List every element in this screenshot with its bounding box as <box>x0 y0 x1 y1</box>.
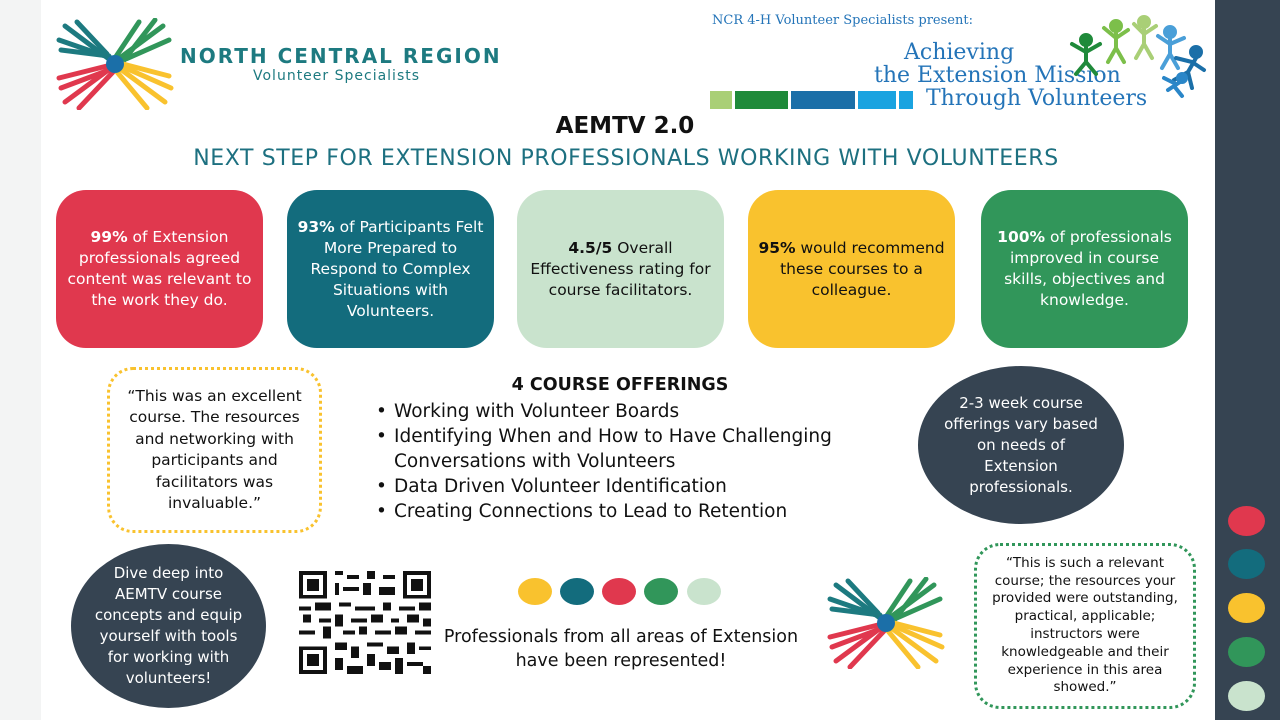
stat-card-relevance <box>56 190 263 348</box>
dot-red <box>602 578 636 605</box>
stat-card-recommend <box>748 190 955 348</box>
list-item: • Data Driven Volunteer Identification <box>376 474 876 499</box>
page-subtitle: NEXT STEP FOR EXTENSION PROFESSIONALS WORKING WITH VOLUNTEERS <box>193 146 1059 171</box>
course-offerings-heading: 4 COURSE OFFERINGS <box>511 375 729 395</box>
org-title: NORTH CENTRAL REGION <box>180 44 502 68</box>
list-item: • Creating Connections to Lead to Retention <box>376 499 876 524</box>
org-subtitle: Volunteer Specialists <box>253 68 421 84</box>
testimonial-quote-1: “This was an excellent course. The resources and networking with participants and facilitators was invaluable.” <box>107 367 322 533</box>
header-bar-4 <box>858 91 896 109</box>
represented-text: Professionals from all areas of Extension have been represented! <box>443 627 799 671</box>
header-bar-5 <box>899 91 913 109</box>
testimonial-quote-2: “This is such a relevant course; the resources your provided were outstanding, practical, applicable; instructors were knowledgeable and their experience in this area showed.” <box>974 543 1196 709</box>
header-bar-1 <box>710 91 732 109</box>
dot-teal <box>560 578 594 605</box>
header-bar-3 <box>791 91 855 109</box>
qr-code-icon[interactable] <box>299 571 431 674</box>
course-offerings-list <box>376 399 876 524</box>
swatch-yellow <box>1228 593 1265 623</box>
achieving-line-1: Achieving <box>904 40 1015 65</box>
stat-card-improved <box>981 190 1188 348</box>
hands-logo-small-icon <box>826 577 946 669</box>
stat-text: 93% of Participants Felt More Prepared to Respond to Complex Situations with Volunteers. <box>297 217 484 320</box>
dot-mint <box>687 578 721 605</box>
swatch-mint <box>1228 681 1265 711</box>
dive-deep-circle: Dive deep into AEMTV course concepts and equip yourself with tools for working with volunteers! <box>71 544 266 708</box>
achieving-line-3: Through Volunteers <box>926 86 1148 111</box>
presenter-line: NCR 4-H Volunteer Specialists present: <box>712 13 973 28</box>
swatch-red <box>1228 506 1265 536</box>
page-title: AEMTV 2.0 <box>555 113 695 139</box>
stat-text: 4.5/5 Overall Effectiveness rating for course facilitators. <box>530 238 711 299</box>
swatch-teal <box>1228 549 1265 579</box>
hands-logo-icon <box>55 18 175 110</box>
stat-text: 95% would recommend these courses to a colleague. <box>758 238 945 299</box>
header-bar-2 <box>735 91 788 109</box>
list-item: • Working with Volunteer Boards <box>376 399 876 424</box>
stat-card-prepared <box>287 190 494 348</box>
stat-card-rating <box>517 190 724 348</box>
list-item: • Identifying When and How to Have Challenging Conversations with Volunteers <box>376 424 876 474</box>
volunteers-figures-icon <box>1064 12 1210 104</box>
achieving-line-2: the Extension Mission <box>874 63 1121 88</box>
stat-text: 100% of professionals improved in course skills, objectives and knowledge. <box>997 228 1172 309</box>
dot-green <box>644 578 678 605</box>
dot-yellow <box>518 578 552 605</box>
stat-text: 99% of Extension professionals agreed content was relevant to the work they do. <box>67 228 252 309</box>
course-length-circle: 2-3 week course offerings vary based on needs of Extension professionals. <box>918 366 1124 524</box>
swatch-green <box>1228 637 1265 667</box>
